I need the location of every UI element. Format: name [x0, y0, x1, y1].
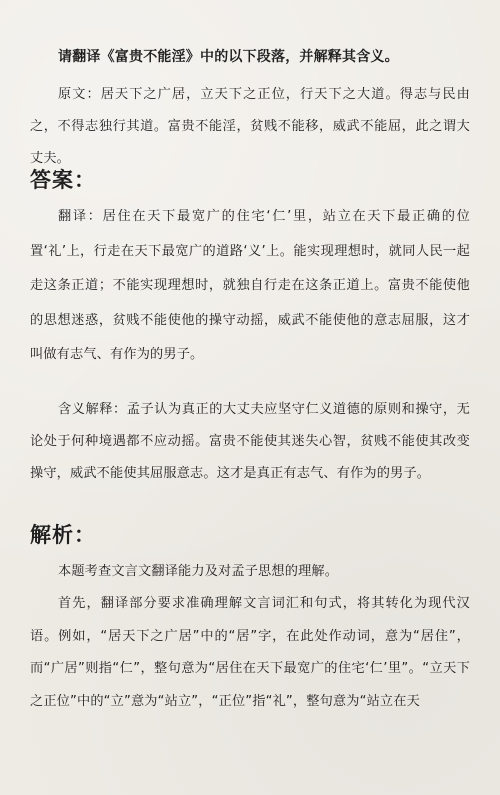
question-text: 请翻译《富贵不能淫》中的以下段落，并解释其含义。	[58, 49, 399, 65]
translation-paragraph: 翻译：居住在天下最宽广的住宅‘仁’里，站立在天下最正确的位置‘礼’上，行走在天下最宽广的道路‘义’上。能实现理想时，就同人民一起走这条正道；不能实现理想时，就独自行走在这条正道上。富贵不能使他的思想迷惑，贫贱不能使他的操守动摇，威武不能使他的意志屈服，这才叫做有志气、有作为的男子。	[30, 209, 470, 362]
meaning-paragraph: 含义解释：孟子认为真正的大丈夫应坚守仁义道德的原则和操守，无论处于何种境遇都不应动摇。富贵不能使其迷失心智，贫贱不能使其改变操守，威武不能使其屈服意志。这才是真正有志气、有作为的男子。	[30, 402, 470, 481]
analysis-first-paragraph: 首先，翻译部分要求准确理解文言词汇和句式，将其转化为现代汉语。例如，“居天下之广居”中的“居”字，在此处作动词，意为“居住”，而“广居”则指“仁”，整句意为“居住在天下最宽广的住宅‘仁’里”。“立天下之正位”中的“立”意为“站立”，“正位”指“礼”，整句意为“站立在天	[30, 596, 470, 709]
original-text-paragraph: 原文：居天下之广居，立天下之正位，行天下之大道。得志与民由之，不得志独行其道。富贵不能淫，贫贱不能移，威武不能屈，此之谓大丈夫。	[30, 87, 470, 166]
answer-heading: 答案：	[30, 168, 96, 192]
analysis-intro-paragraph: 本题考查文言文翻译能力及对孟子思想的理解。	[58, 564, 339, 579]
analysis-heading: 解析：	[30, 523, 96, 547]
